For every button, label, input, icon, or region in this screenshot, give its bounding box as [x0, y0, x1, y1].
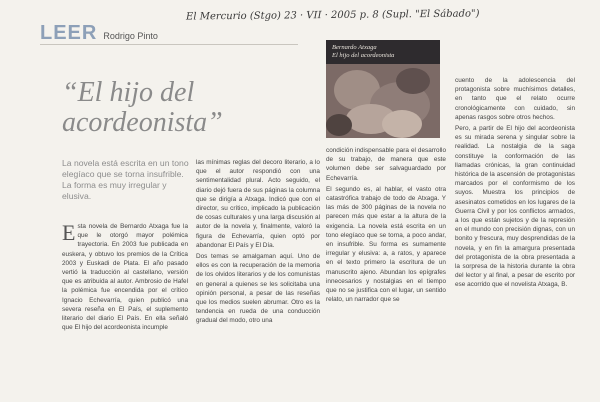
drop-cap: E	[62, 222, 76, 245]
handwritten-source-note: El Mercurio (Stgo) 23 · VII · 2005 p. 8 (Supl. "El Sábado")	[185, 8, 480, 23]
article-column-1	[62, 222, 188, 397]
book-cover-author: Bernardo Atxaga	[332, 44, 377, 51]
column-4-paragraph-1: cuento de la adolescencia del protagonista sobre muchísimos detalles, en tanto que el relato ocurre cronológicamente con cuidado, sin apenas rasgos sobre otros hechos.	[455, 77, 575, 121]
book-cover-band	[326, 40, 440, 64]
column-3-paragraph-2: El segundo es, al hablar, el vasto otra catastrófica trabajo de todo de Atxaga. Y las más de 300 páginas de la novela no parecen más que estar a la altura de la exigencia. La novela está escrita en un tono elegíaco que se torna, a poco andar, en insufrible. Su forma es sumamente irregular y elusiva: a, a ratos, y aparece en el texto primero la escritura de un manuscrito ajeno. Abundan los epígrafes innecesarios y nostalgias en el tiempo que no se justifica con el lugar, un sentido relato, un narrador que se	[326, 185, 446, 304]
book-cover-title	[332, 44, 394, 60]
author-byline: Rodrigo Pinto	[103, 31, 158, 41]
column-4-paragraph-2: Pero, a partir de El hijo del acordeonista es su mirada serena y singular sobre la realidad. La nostalgia de la saga constituye la conformación de las llamadas crónicas, la gran continuidad histórica de la ascensión de protagonistas marcados por el conformismo de los suyos. Muestra los principios de asesinatos cometidos en los lugares de la Guerra Civil y por los conflictos armados, a los que están sujetos y de la represión en el mundo con precisión dignas, con un bonito y frescura, muy desprendidas de la novela, y en fin la amargura presentada del protagonista de la obra presentada a la sorpresa de la historia durante la obra del lector y al final, a pesar de escrito por ese acorrido que el novelista Atxaga, B.	[455, 125, 575, 289]
book-cover-image	[326, 40, 440, 138]
column-2-paragraph-1: las mínimas reglas del decoro literario, a lo que el autor respondió con una sentimentalidad plural. Acto seguido, el diario dejó fuera de sus páginas la columna que se dirigía a Atxaga. Indicó que con el director, su crítico, implicado la publicación de cosas culturales y una larga discusión al autor de la novela y, finalmente, valoró la figura de Echevarría, quien optó por abandonar El País y El Día.	[196, 159, 320, 249]
column-1-text: sta novela de Bernardo Atxaga fue la que le otorgó mayor polémica trayectoria. En 2003 fue publicada en euskera, y obtuvo los premios de la Crítica 2003 y Euskadi de Plata. El año pasado vertió la traducción al castellano, versión que es atribuida al autor. Ambrosio de Hafel la polémica fue encendida por el crítico Ignacio Echevarría, quien publicó una severa reseña en El País, el suplemento literario del diario El País. En ella señaló que El hijo del acordeonista incumple	[62, 223, 188, 332]
article-column-4	[455, 76, 575, 397]
book-cover-artwork	[326, 64, 440, 138]
column-2-paragraph-2: Dos temas se amalgaman aquí. Uno de ellos es con la recuperación de la memoria de los olvidos literarios y de los comunistas en general a quienes se les solicitaba una opinión personal, a pesar de las reseñas que los medios suelen abrumar. Otro es la tendencia en rueda de una conducción gradual del modo, otro una	[196, 253, 320, 325]
column-3-paragraph-1: condición indispensable para el desarrollo de su trabajo, de manera que este volumen debe ser salvaguardado por Echevarría.	[326, 147, 446, 182]
book-cover-subtitle: El hijo del acordeonista	[332, 52, 395, 59]
article-lede: La novela está escrita en un tono elegíaco que se torna insufrible. La forma es muy irregular y elusiva.	[62, 158, 189, 201]
header-divider	[40, 44, 298, 45]
section-label: LEER	[40, 22, 98, 44]
section-header	[40, 22, 158, 45]
article-column-3	[326, 146, 446, 397]
article-column-2	[196, 158, 320, 397]
article-title: “El hijo del acordeonista”	[62, 77, 223, 138]
